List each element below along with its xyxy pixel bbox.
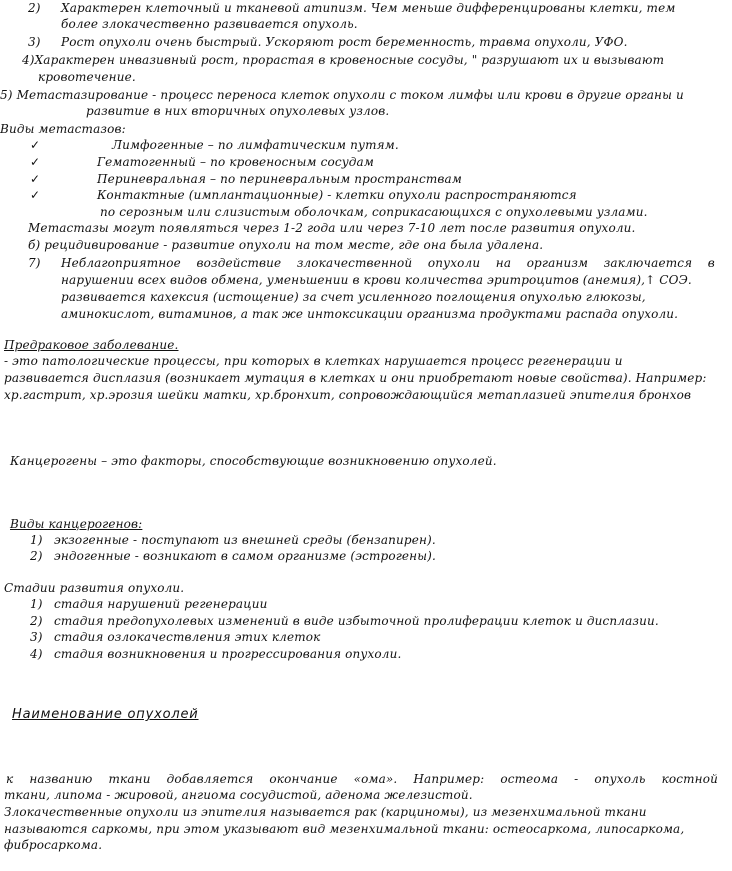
recurrence-note: б) рецидивирование - развитие опухоли на том месте, где она была удалена.: [28, 238, 544, 252]
check-icon: ✓: [30, 155, 41, 169]
metastasis-type-contact: Контактные (имплантационные) - клетки опухоли распространяются: [97, 188, 577, 202]
item-7-text-line-4: аминокислот, витаминов, а так же интоксикации организма продуктами распада опухоли.: [61, 307, 679, 321]
item-3-number: 3): [28, 35, 41, 49]
item-4-text-line-1: 4)Характерен инвазивный рост, прорастая в кровеносные сосуды, " разрушают их и вызывают: [22, 53, 665, 67]
item-7-text-line-3: развивается кахексия (истощение) за счет усиленного поглощения опухолью глюкозы,: [61, 290, 646, 304]
stage-item: стадия возникновения и прогрессирования опухоли.: [54, 647, 402, 661]
metastasis-type-contact-cont: по серозным или слизистым оболочкам, соприкасающихся с опухолевыми узлами.: [100, 205, 648, 219]
stage-number: 1): [30, 597, 43, 611]
stages-title: Стадии развития опухоли.: [4, 581, 185, 595]
naming-title: Наименование опухолей: [12, 707, 199, 722]
stage-number: 2): [30, 614, 43, 628]
item-2-number: 2): [28, 1, 41, 15]
carcinogen-type-number: 2): [30, 549, 43, 563]
item-7-text-line-1: Неблагоприятное воздействие злокачественной опухоли на организм заключается в: [61, 256, 715, 270]
item-5-text-line-2: развитие в них вторичных опухолевых узлов.: [86, 104, 390, 118]
stage-number: 3): [30, 630, 43, 644]
carcinogen-type-endogenous: эндогенные - возникают в самом организме (эстрогены).: [54, 549, 436, 563]
metastasis-type-perineural: Периневральная – по периневральным пространствам: [97, 172, 462, 186]
naming-text-line-2: ткани, липома - жировой, ангиома сосудистой, аденома железистой.: [4, 788, 473, 802]
carcinogens-definition: Канцерогены – это факторы, способствующие возникновению опухолей.: [10, 454, 497, 468]
naming-text-line-1: к названию ткани добавляется окончание «ома». Например: остеома - опухоль костной: [6, 772, 718, 786]
item-2-text-line-2: более злокачественно развивается опухоль.: [61, 17, 358, 31]
check-icon: ✓: [30, 138, 41, 152]
item-3-text: Рост опухоли очень быстрый. Ускоряют рост беременность, травма опухоли, УФО.: [61, 35, 628, 49]
item-5-text-line-1: 5) Метастазирование - процесс переноса клеток опухоли с током лимфы или крови в другие органы и: [0, 88, 684, 102]
metastasis-type-hematogenic: Гематогенный – по кровеносным сосудам: [97, 155, 374, 169]
stage-item: стадия озлокачествления этих клеток: [54, 630, 321, 644]
naming-text-line-3: Злокачественные опухоли из эпителия называется рак (карциномы), из мезенхимальной ткани: [4, 805, 647, 819]
metastases-timing-note: Метастазы могут появляться через 1-2 года или через 7-10 лет после развития опухоли.: [28, 221, 636, 235]
precancer-text-line-3: хр.гастрит, хр.эрозия шейки матки, хр.бронхит, сопровождающийся метаплазией эпителия бронхов: [4, 388, 692, 402]
item-4-text-line-2: кровотечение.: [38, 70, 136, 84]
item-7-line-1-wrap: [61, 255, 715, 271]
item-2-text-line-1: Характерен клеточный и тканевой атипизм. Чем меньше дифференцированы клетки, тем: [61, 1, 676, 15]
naming-text-line-5: фибросаркома.: [4, 838, 103, 852]
precancer-title: Предраковое заболевание.: [4, 338, 179, 352]
item-7-text-line-2: нарушении всех видов обмена, уменьшении в крови количества эритроцитов (анемия),↑ СОЭ.: [61, 273, 692, 287]
carcinogen-types-title: Виды канцерогенов:: [10, 517, 143, 531]
metastases-heading: Виды метастазов:: [0, 122, 126, 136]
precancer-text-line-2: развивается дисплазия (возникает мутация в клетках и они приобретают новые свойства). Например:: [4, 371, 707, 385]
naming-line-1-wrap: [6, 771, 718, 787]
precancer-text-line-1: - это патологические процессы, при которых в клетках нарушается процесс регенерации и: [4, 354, 623, 368]
metastasis-type-lymphogenic: Лимфогенные – по лимфатическим путям.: [112, 138, 399, 152]
stage-number: 4): [30, 647, 43, 661]
naming-text-line-4: называются саркомы, при этом указывают вид мезенхимальной ткани: остеосаркома, липосаркома,: [4, 822, 685, 836]
carcinogen-type-number: 1): [30, 533, 43, 547]
check-icon: ✓: [30, 188, 41, 202]
carcinogen-type-exogenous: экзогенные - поступают из внешней среды (бензапирен).: [54, 533, 436, 547]
stage-item: стадия нарушений регенерации: [54, 597, 268, 611]
item-7-number: 7): [28, 256, 41, 270]
check-icon: ✓: [30, 172, 41, 186]
stage-item: стадия предопухолевых изменений в виде избыточной пролиферации клеток и дисплазии.: [54, 614, 659, 628]
